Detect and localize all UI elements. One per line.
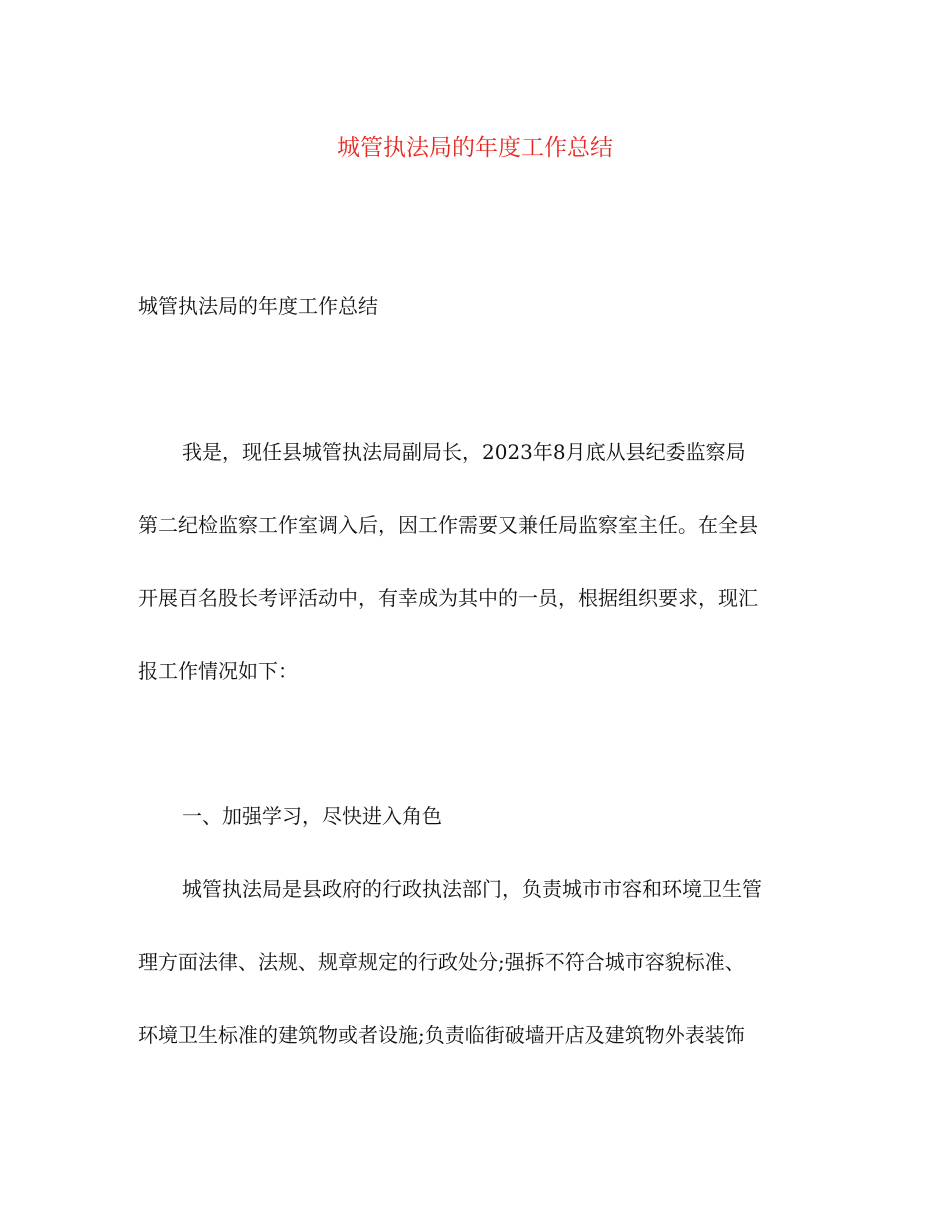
section-1-heading: 一、加强学习，尽快进入角色 <box>182 804 442 828</box>
paragraph-1-line-1: 我是，现任县城管执法局副局长，2023年8月底从县纪委监察局 <box>182 440 746 464</box>
paragraph-2-line-2: 理方面法律、法规、规章规定的行政处分;强拆不符合城市容貌标准、 <box>138 950 745 974</box>
paragraph-1-line-4: 报工作情况如下： <box>138 659 298 683</box>
paragraph-2-line-1: 城管执法局是县政府的行政执法部门，负责城市市容和环境卫生管 <box>182 877 762 901</box>
document-title: 城管执法局的年度工作总结 <box>337 135 613 161</box>
paragraph-1-line-3: 开展百名股长考评活动中，有幸成为其中的一员，根据组织要求，现汇 <box>138 586 758 610</box>
paragraph-2-line-3: 环境卫生标准的建筑物或者设施;负责临街破墙开店及建筑物外表装饰 <box>138 1023 745 1047</box>
document-subtitle: 城管执法局的年度工作总结 <box>138 294 378 318</box>
paragraph-1-line-2: 第二纪检监察工作室调入后，因工作需要又兼任局监察室主任。在全县 <box>138 513 758 537</box>
